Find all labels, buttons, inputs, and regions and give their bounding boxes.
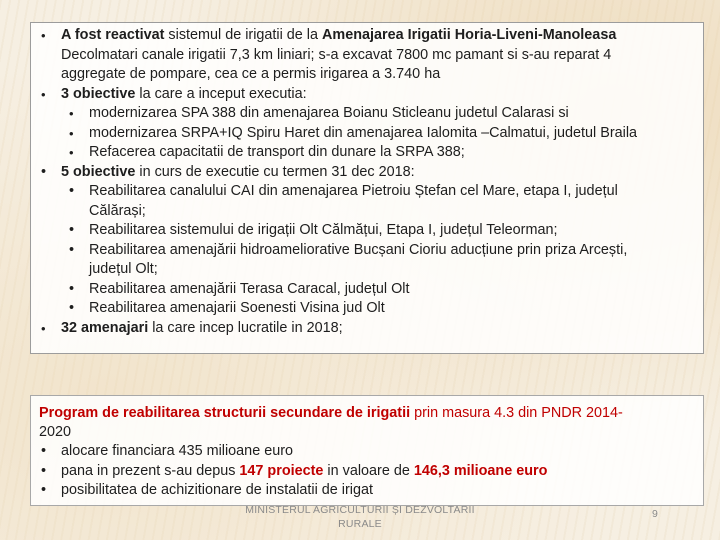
sub-item-cont: județul Olt; [89,261,158,277]
program-title-bold: Program de reabilitarea structurii secundare de irigatii [39,405,411,421]
bullet-icon: • [41,462,47,479]
footer-ministry: MINISTERUL AGRICULTURII ȘI DEZVOLTARII RURALE [245,504,475,530]
projects-count: 147 proiecte [239,462,324,479]
bullet-icon: • [41,163,47,180]
sub-item: • Reabilitarea amenajării hidroameliorative Bucșani Cioriu aducțiune prin priza Arcești, [37,241,697,261]
item-reactivated-line3: aggregate de pompare, cea ce a permis irigarea a 3.740 ha [61,66,441,82]
item-3-objectives: • 3 obiective la care a inceput executia: [37,85,697,105]
bold-lead: 5 obiective [61,163,136,180]
item-32-amenajari: • 32 amenajari la care incep lucratile in 2018; [37,319,697,339]
program-title-line2: 2020 [39,424,72,441]
list-item: • posibilitatea de achizitionare de instalatii de irigat [39,481,695,500]
bullet-icon: • [41,481,47,498]
bullet-icon: • [41,443,47,460]
list-item: • alocare financiara 435 milioane euro [39,442,695,461]
sub-item: • Refacerea capacitatii de transport din dunare la SRPA 388; [37,143,697,163]
system-name: Amenajarea Irigatii Horia-Liveni-Manoleasa [322,27,617,43]
bold-lead: A fost reactivat [61,27,165,43]
bullet-icon: • [41,28,46,43]
bold-lead: 32 amenajari [61,319,149,336]
bullet-icon: • [41,320,46,336]
bullet-icon: • [69,125,74,141]
bullet-icon: • [69,222,75,238]
item-reactivated: • A fost reactivat sistemul de irigatii de la Amenajarea Irigatii Horia-Liveni-Manoleasa [37,26,697,46]
sub-item: • Reabilitarea sistemului de irigații Olt Călmățui, Etapa I, județul Teleorman; [37,221,697,241]
program-box [30,395,704,506]
achievements-box [30,22,704,354]
item-reactivated-line2: Decolmatari canale irigatii 7,3 km liniari; s-a excavat 7800 mc pamant si s-au reparat 4 [61,46,612,63]
bullet-icon: • [69,280,75,297]
item-5-objectives: • 5 obiective in curs de executie cu termen 31 dec 2018: [37,163,697,183]
bullet-icon: • [41,86,46,102]
projects-value: 146,3 milioane euro [413,462,548,479]
bold-lead: 3 obiective [61,85,136,102]
page-number: 9 [652,508,658,520]
sub-item: • Reabilitarea amenajării Terasa Caracal, județul Olt [37,280,697,300]
program-title: Program de reabilitarea structurii secundare de irigatii prin masura 4.3 din PNDR 2014- [39,405,623,421]
list-item: • pana in prezent s-au depus 147 proiecte in valoare de 146,3 milioane euro [39,462,695,481]
sub-item: • modernizarea SPA 388 din amenajarea Boianu Sticleanu judetul Calarasi si [37,104,697,124]
bullet-icon: • [69,183,75,199]
bullet-icon: • [69,106,74,121]
sub-item: • modernizarea SRPA+IQ Spiru Haret din amenajarea Ialomita –Calmatui, judetul Braila [37,124,697,144]
sub-item: • Reabilitarea canalului CAI din amenajarea Pietroiu Ștefan cel Mare, etapa I, județul [37,182,697,202]
bullet-icon: • [69,300,75,316]
sub-item: • Reabilitarea amenajarii Soenesti Visina jud Olt [37,299,697,319]
sub-item-cont: Călărași; [89,202,146,219]
bullet-icon: • [69,145,74,160]
bullet-icon: • [69,241,75,258]
